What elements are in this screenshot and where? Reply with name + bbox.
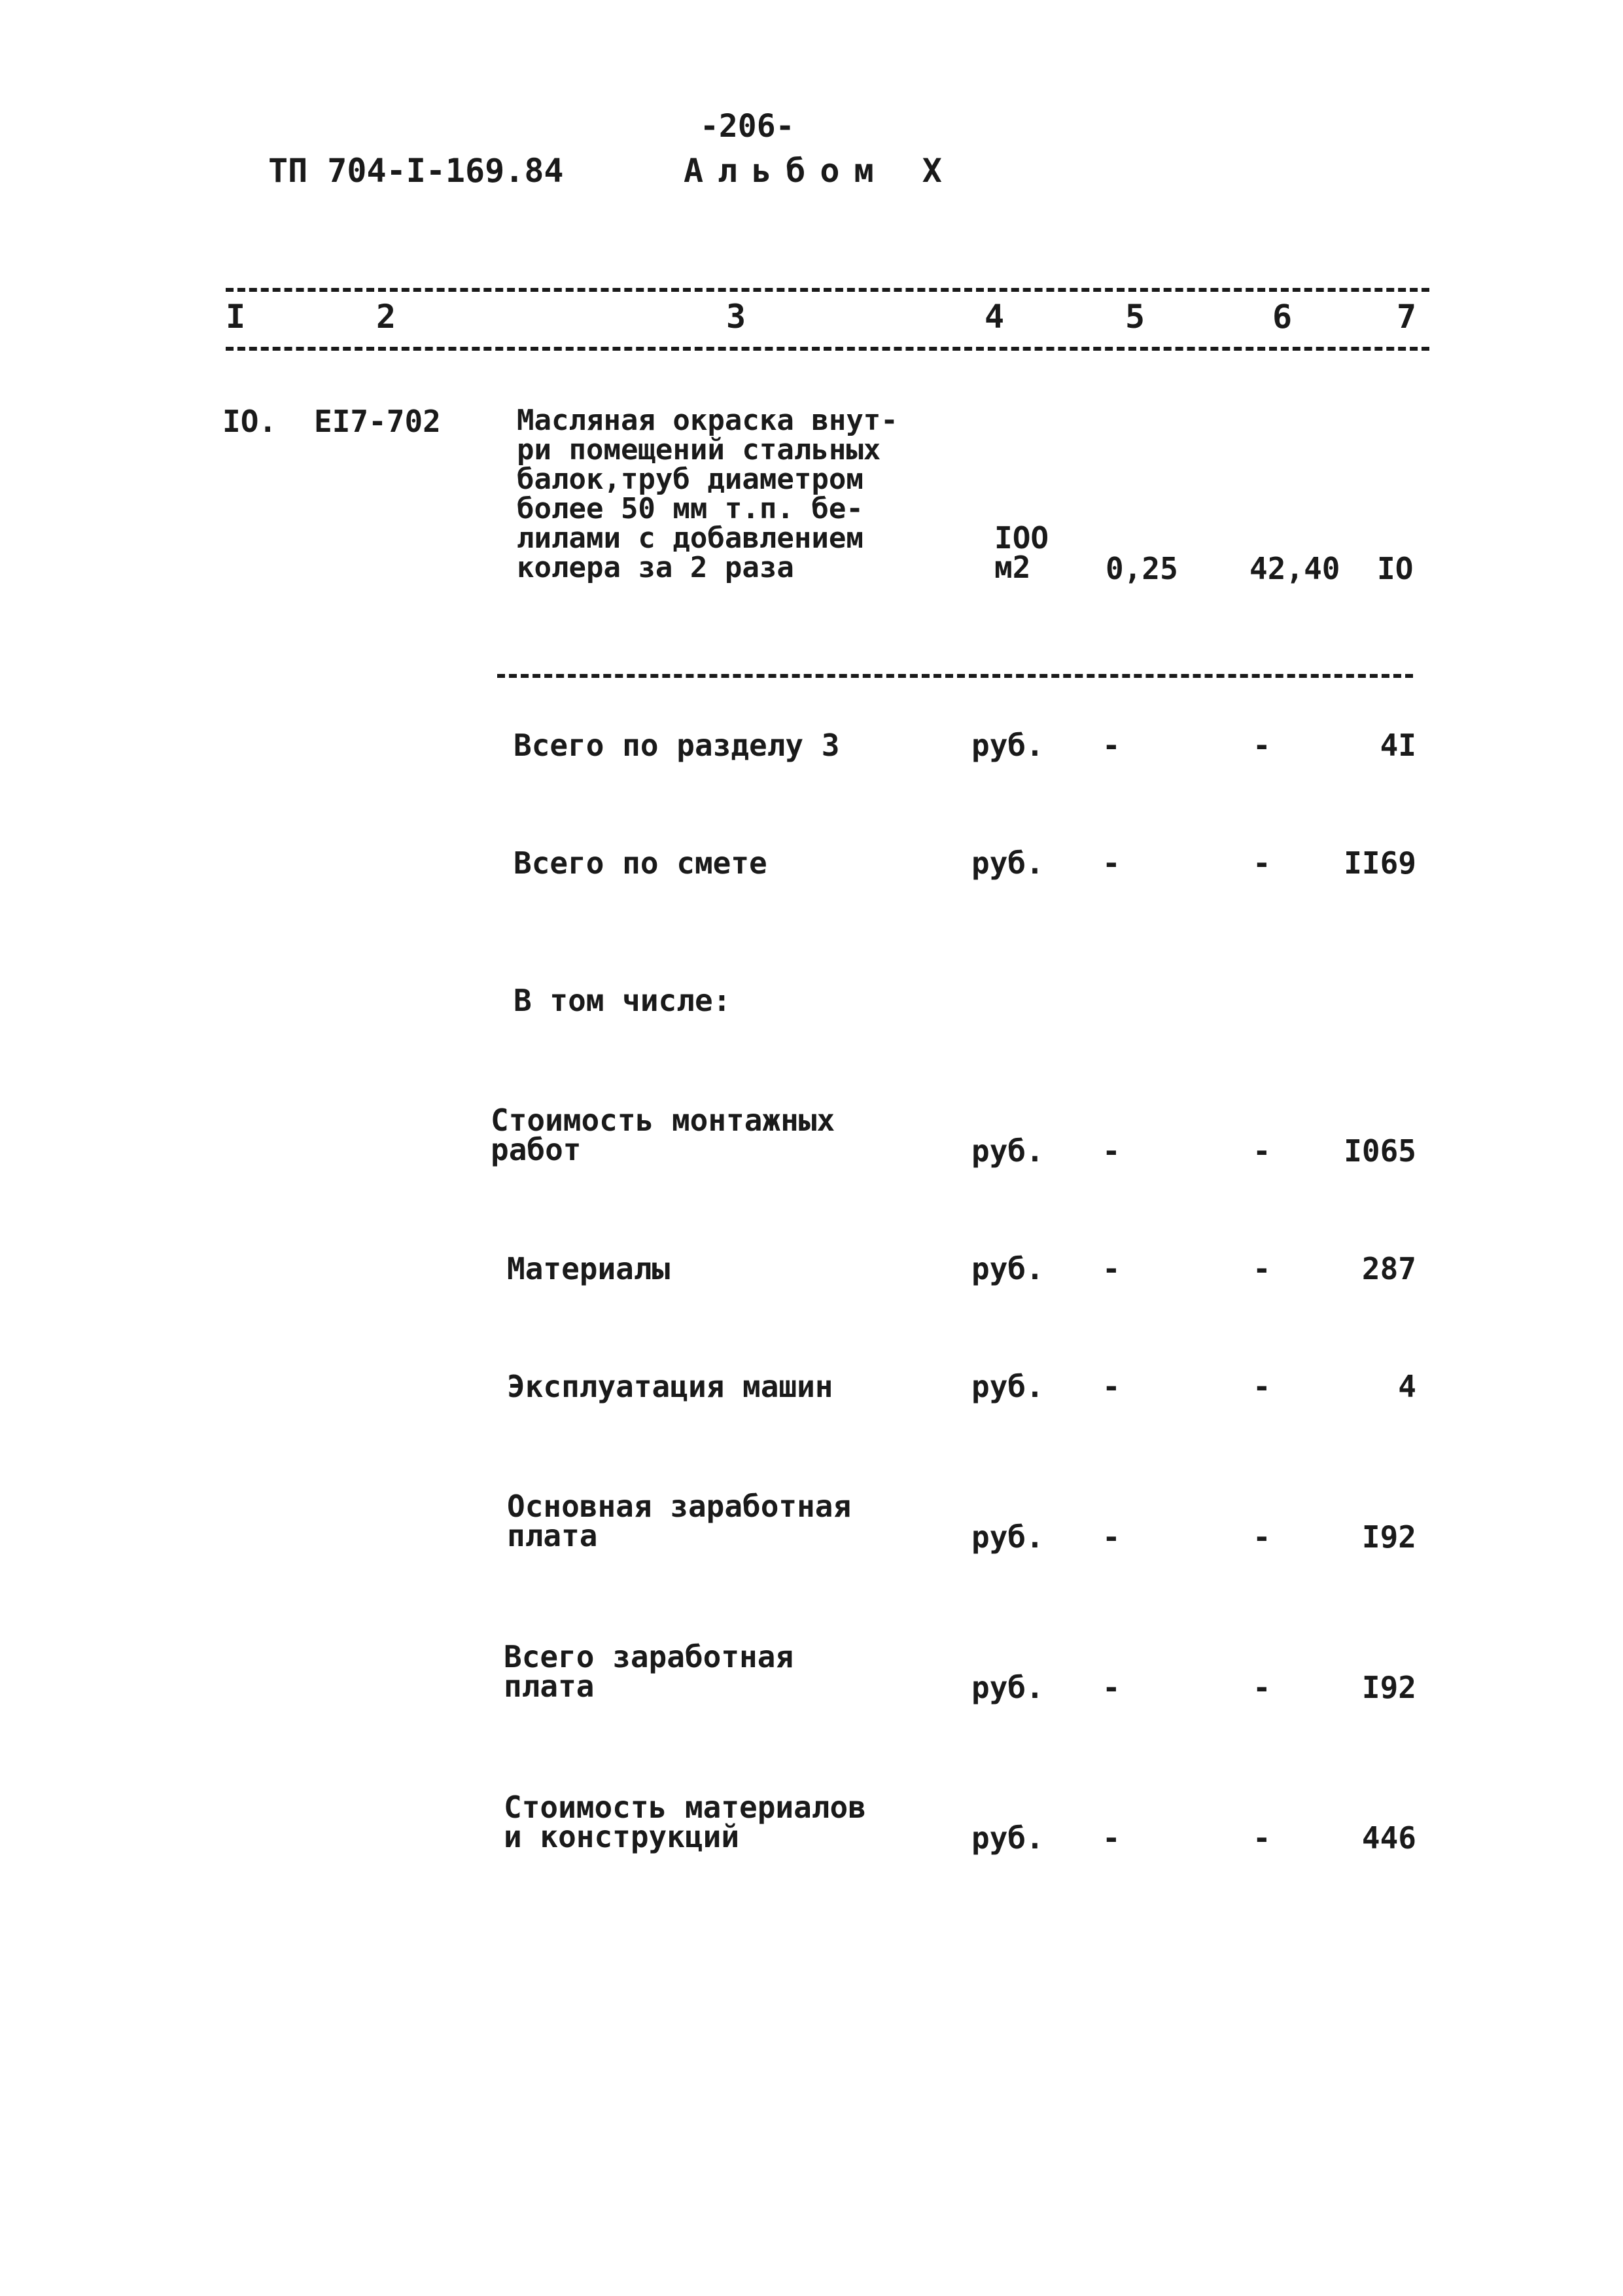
row-number: IO. xyxy=(222,404,277,439)
column-header-2: 2 xyxy=(376,298,396,336)
summary-col6: - xyxy=(1253,1369,1271,1404)
in-particular-heading: В том числе: xyxy=(514,983,731,1018)
summary-total: II69 xyxy=(1344,845,1416,881)
summary-rule xyxy=(497,674,1413,678)
document-code: ТП 704-I-169.84 xyxy=(268,152,564,190)
summary-col5: - xyxy=(1102,1369,1121,1404)
summary-label: Эксплуатация машин xyxy=(507,1369,833,1404)
summary-total: I92 xyxy=(1361,1670,1416,1705)
row-unit: IOO м2 xyxy=(994,520,1049,585)
summary-unit: руб. xyxy=(971,728,1044,763)
summary-label: Всего заработная плата xyxy=(504,1639,794,1704)
summary-label: Всего по разделу 3 xyxy=(514,728,840,763)
column-header-7: 7 xyxy=(1397,298,1417,336)
summary-unit: руб. xyxy=(971,845,1044,881)
summary-total: 287 xyxy=(1361,1251,1416,1286)
summary-label: Стоимость монтажных работ xyxy=(491,1103,835,1167)
summary-label: Материалы xyxy=(507,1251,671,1286)
summary-unit: руб. xyxy=(971,1369,1044,1404)
page-number: -206- xyxy=(700,108,795,145)
column-header-5: 5 xyxy=(1125,298,1145,336)
column-header-1: I xyxy=(226,298,246,336)
summary-col5: - xyxy=(1102,845,1121,881)
column-header-6: 6 xyxy=(1272,298,1293,336)
row-total: IO xyxy=(1377,551,1414,586)
summary-col5: - xyxy=(1102,728,1121,763)
summary-col6: - xyxy=(1253,1519,1271,1555)
summary-col6: - xyxy=(1253,1670,1271,1705)
summary-unit: руб. xyxy=(971,1670,1044,1705)
summary-col5: - xyxy=(1102,1519,1121,1555)
summary-col6: - xyxy=(1253,728,1271,763)
summary-unit: руб. xyxy=(971,1251,1044,1286)
summary-col5: - xyxy=(1102,1133,1121,1169)
header-top-rule xyxy=(226,288,1429,292)
summary-col5: - xyxy=(1102,1820,1121,1856)
header-bottom-rule xyxy=(226,347,1429,351)
summary-label: Стоимость материалов и конструкций xyxy=(504,1790,866,1854)
summary-total: 4 xyxy=(1398,1369,1416,1404)
summary-col6: - xyxy=(1253,1251,1271,1286)
summary-col6: - xyxy=(1253,845,1271,881)
row-code: ЕI7-702 xyxy=(314,404,441,439)
summary-unit: руб. xyxy=(971,1820,1044,1856)
row-description: Масляная окраска внут- ри помещений стальных балок,труб диаметром более 50 мм т.п. бе- лилами с добавлением колера за 2 раза xyxy=(517,404,898,584)
summary-total: I065 xyxy=(1344,1133,1416,1169)
row-price: 42,40 xyxy=(1249,551,1340,586)
summary-col5: - xyxy=(1102,1670,1121,1705)
summary-total: 446 xyxy=(1361,1820,1416,1856)
summary-col6: - xyxy=(1253,1820,1271,1856)
summary-unit: руб. xyxy=(971,1519,1044,1555)
summary-total: 4I xyxy=(1380,728,1416,763)
summary-col5: - xyxy=(1102,1251,1121,1286)
summary-label: Всего по смете xyxy=(514,845,767,881)
column-header-3: 3 xyxy=(726,298,746,336)
album-title: Альбом X xyxy=(684,152,956,190)
column-header-4: 4 xyxy=(985,298,1005,336)
row-quantity: 0,25 xyxy=(1106,551,1178,586)
summary-label: Основная заработная плата xyxy=(507,1489,852,1553)
summary-col6: - xyxy=(1253,1133,1271,1169)
summary-total: I92 xyxy=(1361,1519,1416,1555)
summary-unit: руб. xyxy=(971,1133,1044,1169)
